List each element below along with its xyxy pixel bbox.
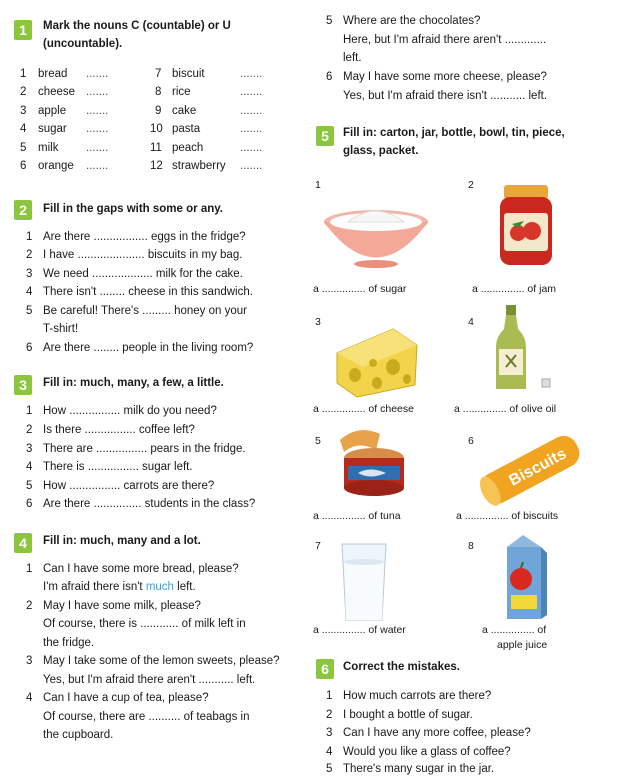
exercise-1-badge: 1: [14, 20, 32, 40]
exercise-5-title-line2: glass, packet.: [343, 145, 419, 157]
ex6-item-number: 5: [326, 763, 333, 775]
exercise-5-title-line1: Fill in: carton, jar, bottle, bowl, tin, piece,: [343, 127, 565, 139]
exercise-2-badge: 2: [14, 200, 32, 220]
exercise-1-title-line1: Mark the nouns C (countable) or U: [43, 20, 231, 32]
caption-sugar: a ............... of sugar: [313, 283, 407, 295]
ex1-item-word: pasta: [172, 123, 201, 135]
caption-apple-juice: a ............... of: [482, 624, 547, 636]
caption-cheese: a ............... of cheese: [313, 403, 414, 415]
ex4-item-text: May I have some more cheese, please?: [343, 71, 547, 83]
pic-number: 1: [315, 179, 321, 191]
exercise-5-badge: 5: [316, 126, 334, 146]
ex1-item-number: 8: [155, 86, 162, 98]
ex2-item-text: We need ................... milk for the cake.: [43, 268, 243, 280]
ex1-item-dots: .......: [240, 160, 263, 172]
ex4-item-number: 3: [26, 655, 33, 667]
pic-number: 7: [315, 540, 321, 552]
exercise-6-badge: 6: [316, 659, 334, 679]
exercise-4-title: Fill in: much, many and a lot.: [43, 535, 201, 547]
ex1-item-dots: .......: [86, 123, 109, 135]
ex1-item-word: strawberry: [172, 160, 226, 172]
ex1-item-number: 5: [20, 142, 27, 154]
ex2-item-number: 4: [26, 286, 33, 298]
ex1-item-dots: .......: [86, 160, 109, 172]
pic-number: 2: [468, 179, 474, 191]
ex1-item-dots: .......: [240, 68, 263, 80]
ex2-item-text: I have ..................... biscuits in my bag.: [43, 249, 243, 261]
ex4-item-text: Yes, but I'm afraid there isn't ........... left.: [343, 90, 548, 102]
ex1-item-number: 2: [20, 86, 27, 98]
ex3-item-text: There are ................ pears in the fridge.: [43, 443, 246, 455]
ex4-item-text: Of course, there is ............ of milk left in: [43, 618, 246, 630]
pic-number: 5: [315, 435, 321, 447]
ex2-item-number: 5: [26, 305, 33, 317]
ex1-item-word: cheese: [38, 86, 76, 98]
ex4-item-number: 2: [26, 600, 33, 612]
ex4-item-number: 4: [26, 692, 33, 704]
ex3-item-text: How ................ carrots are there?: [43, 480, 215, 492]
ex1-item-dots: .......: [240, 86, 263, 98]
ex1-item-number: 6: [20, 160, 27, 172]
glass-of-water-illustration: [340, 542, 390, 622]
ex1-item-word: sugar: [38, 123, 67, 135]
ex1-item-word: peach: [172, 142, 204, 154]
ex6-item-number: 2: [326, 709, 333, 721]
ex4-item-text: the cupboard.: [43, 729, 114, 741]
ex1-item-dots: .......: [240, 105, 263, 117]
exercise-6-title: Correct the mistakes.: [343, 661, 460, 673]
ex4-item-text: May I take some of the lemon sweets, please?: [43, 655, 280, 667]
biscuits-packet-label: Biscuits: [506, 445, 570, 490]
ex4-item-text: Here, but I'm afraid there aren't .............: [343, 34, 547, 46]
ex6-item-text: I bought a bottle of sugar.: [343, 709, 473, 721]
ex1-item-word: rice: [172, 86, 191, 98]
ex4-item-text: left.: [343, 52, 362, 64]
ex2-item-number: 6: [26, 342, 33, 354]
ex3-item-number: 5: [26, 480, 33, 492]
ex1-item-word: milk: [38, 142, 59, 154]
ex1-item-dots: .......: [240, 123, 263, 135]
pic-number: 6: [468, 435, 474, 447]
ex2-item-text: Are there ................. eggs in the fridge?: [43, 231, 246, 243]
ex4-item-text: May I have some milk, please?: [43, 600, 201, 612]
ex1-item-dots: .......: [86, 105, 109, 117]
ex4-example-text-end: left.: [173, 581, 196, 593]
exercise-2-title: Fill in the gaps with some or any.: [43, 203, 223, 215]
ex2-item-number: 1: [26, 231, 33, 243]
ex4-item-text: Of course, there are .......... of teabags in: [43, 711, 250, 723]
ex1-item-dots: .......: [86, 142, 109, 154]
ex6-item-number: 1: [326, 690, 333, 702]
ex3-item-number: 1: [26, 405, 33, 417]
caption-jam: a ............... of jam: [472, 283, 557, 295]
ex6-item-text: Can I have any more coffee, please?: [343, 727, 531, 739]
ex1-item-number: 10: [150, 123, 163, 135]
ex2-item-text: Are there ........ people in the living room?: [43, 342, 254, 354]
ex3-item-text: How ................ milk do you need?: [43, 405, 217, 417]
pic-number: 4: [468, 316, 474, 328]
ex4-item-text: the fridge.: [43, 637, 95, 649]
ex3-item-number: 6: [26, 498, 33, 510]
ex4-item-number: 6: [326, 71, 333, 83]
pic-number: 3: [315, 316, 321, 328]
ex1-item-word: biscuit: [172, 68, 205, 80]
ex3-item-text: There is ................ sugar left.: [43, 461, 193, 473]
exercise-4-badge: 4: [14, 533, 32, 553]
tin-of-tuna-illustration: [336, 428, 416, 498]
ex6-item-text: Would you like a glass of coffee?: [343, 746, 511, 758]
ex2-item-text: There isn't ........ cheese in this sandwich.: [43, 286, 253, 298]
ex3-item-text: Is there ................ coffee left?: [43, 424, 195, 436]
bottle-of-olive-oil-illustration: [496, 303, 556, 393]
piece-of-cheese-illustration: [333, 323, 423, 403]
caption-olive-oil: a ............... of olive oil: [454, 403, 557, 415]
ex4-example-text: I'm afraid there isn't: [43, 581, 146, 593]
pic-number: 8: [468, 540, 474, 552]
ex3-item-text: Are there ............... students in the class?: [43, 498, 256, 510]
ex6-item-text: There's many sugar in the jar.: [343, 763, 495, 775]
exercise-3-badge: 3: [14, 375, 32, 395]
ex3-item-number: 2: [26, 424, 33, 436]
ex1-item-number: 3: [20, 105, 27, 117]
ex2-item-text: Be careful! There's ......... honey on your: [43, 305, 247, 317]
ex6-item-number: 4: [326, 746, 333, 758]
ex4-item-text-with-answer: [43, 579, 196, 596]
ex1-item-number: 4: [20, 123, 27, 135]
ex1-item-dots: .......: [240, 142, 263, 154]
ex4-example-answer: much: [145, 581, 174, 593]
ex6-item-text: How much carrots are there?: [343, 690, 492, 702]
ex2-item-number: 2: [26, 249, 33, 261]
ex1-item-word: apple: [38, 105, 67, 117]
caption-water: a ............... of water: [313, 624, 406, 636]
caption-biscuits: a ............... of biscuits: [456, 510, 559, 522]
ex1-item-number: 7: [155, 68, 162, 80]
jar-of-jam-illustration: [496, 183, 556, 268]
ex1-item-number: 11: [150, 142, 162, 154]
ex6-item-number: 3: [326, 727, 333, 739]
ex1-item-dots: .......: [86, 86, 109, 98]
ex1-item-dots: .......: [86, 68, 109, 80]
exercise-1-title-line2: (uncountable).: [43, 38, 123, 50]
ex3-item-number: 3: [26, 443, 33, 455]
ex1-item-number: 12: [150, 160, 163, 172]
caption-apple-juice-line2: apple juice: [497, 639, 548, 651]
ex2-item-text: T-shirt!: [43, 323, 79, 335]
ex1-item-number: 1: [20, 68, 27, 80]
ex4-item-number: 5: [326, 15, 333, 27]
ex1-item-word: bread: [38, 68, 68, 80]
ex1-item-number: 9: [155, 105, 162, 117]
exercise-3-title: Fill in: much, many, a few, a little.: [43, 377, 224, 389]
bowl-of-sugar-illustration: [318, 198, 438, 278]
ex4-item-text: Yes, but I'm afraid there aren't ........... left.: [43, 674, 256, 686]
ex4-item-text: Can I have a cup of tea, please?: [43, 692, 209, 704]
ex1-item-word: orange: [38, 160, 74, 172]
ex4-item-number: 1: [26, 563, 33, 575]
caption-tuna: a ............... of tuna: [313, 510, 401, 522]
ex1-item-word: cake: [172, 105, 197, 117]
ex4-item-text: Where are the chocolates?: [343, 15, 481, 27]
ex4-item-text: Can I have some more bread, please?: [43, 563, 239, 575]
carton-of-apple-juice-illustration: [499, 533, 549, 623]
ex3-item-number: 4: [26, 461, 33, 473]
ex2-item-number: 3: [26, 268, 33, 280]
packet-of-biscuits-illustration: [475, 430, 585, 510]
